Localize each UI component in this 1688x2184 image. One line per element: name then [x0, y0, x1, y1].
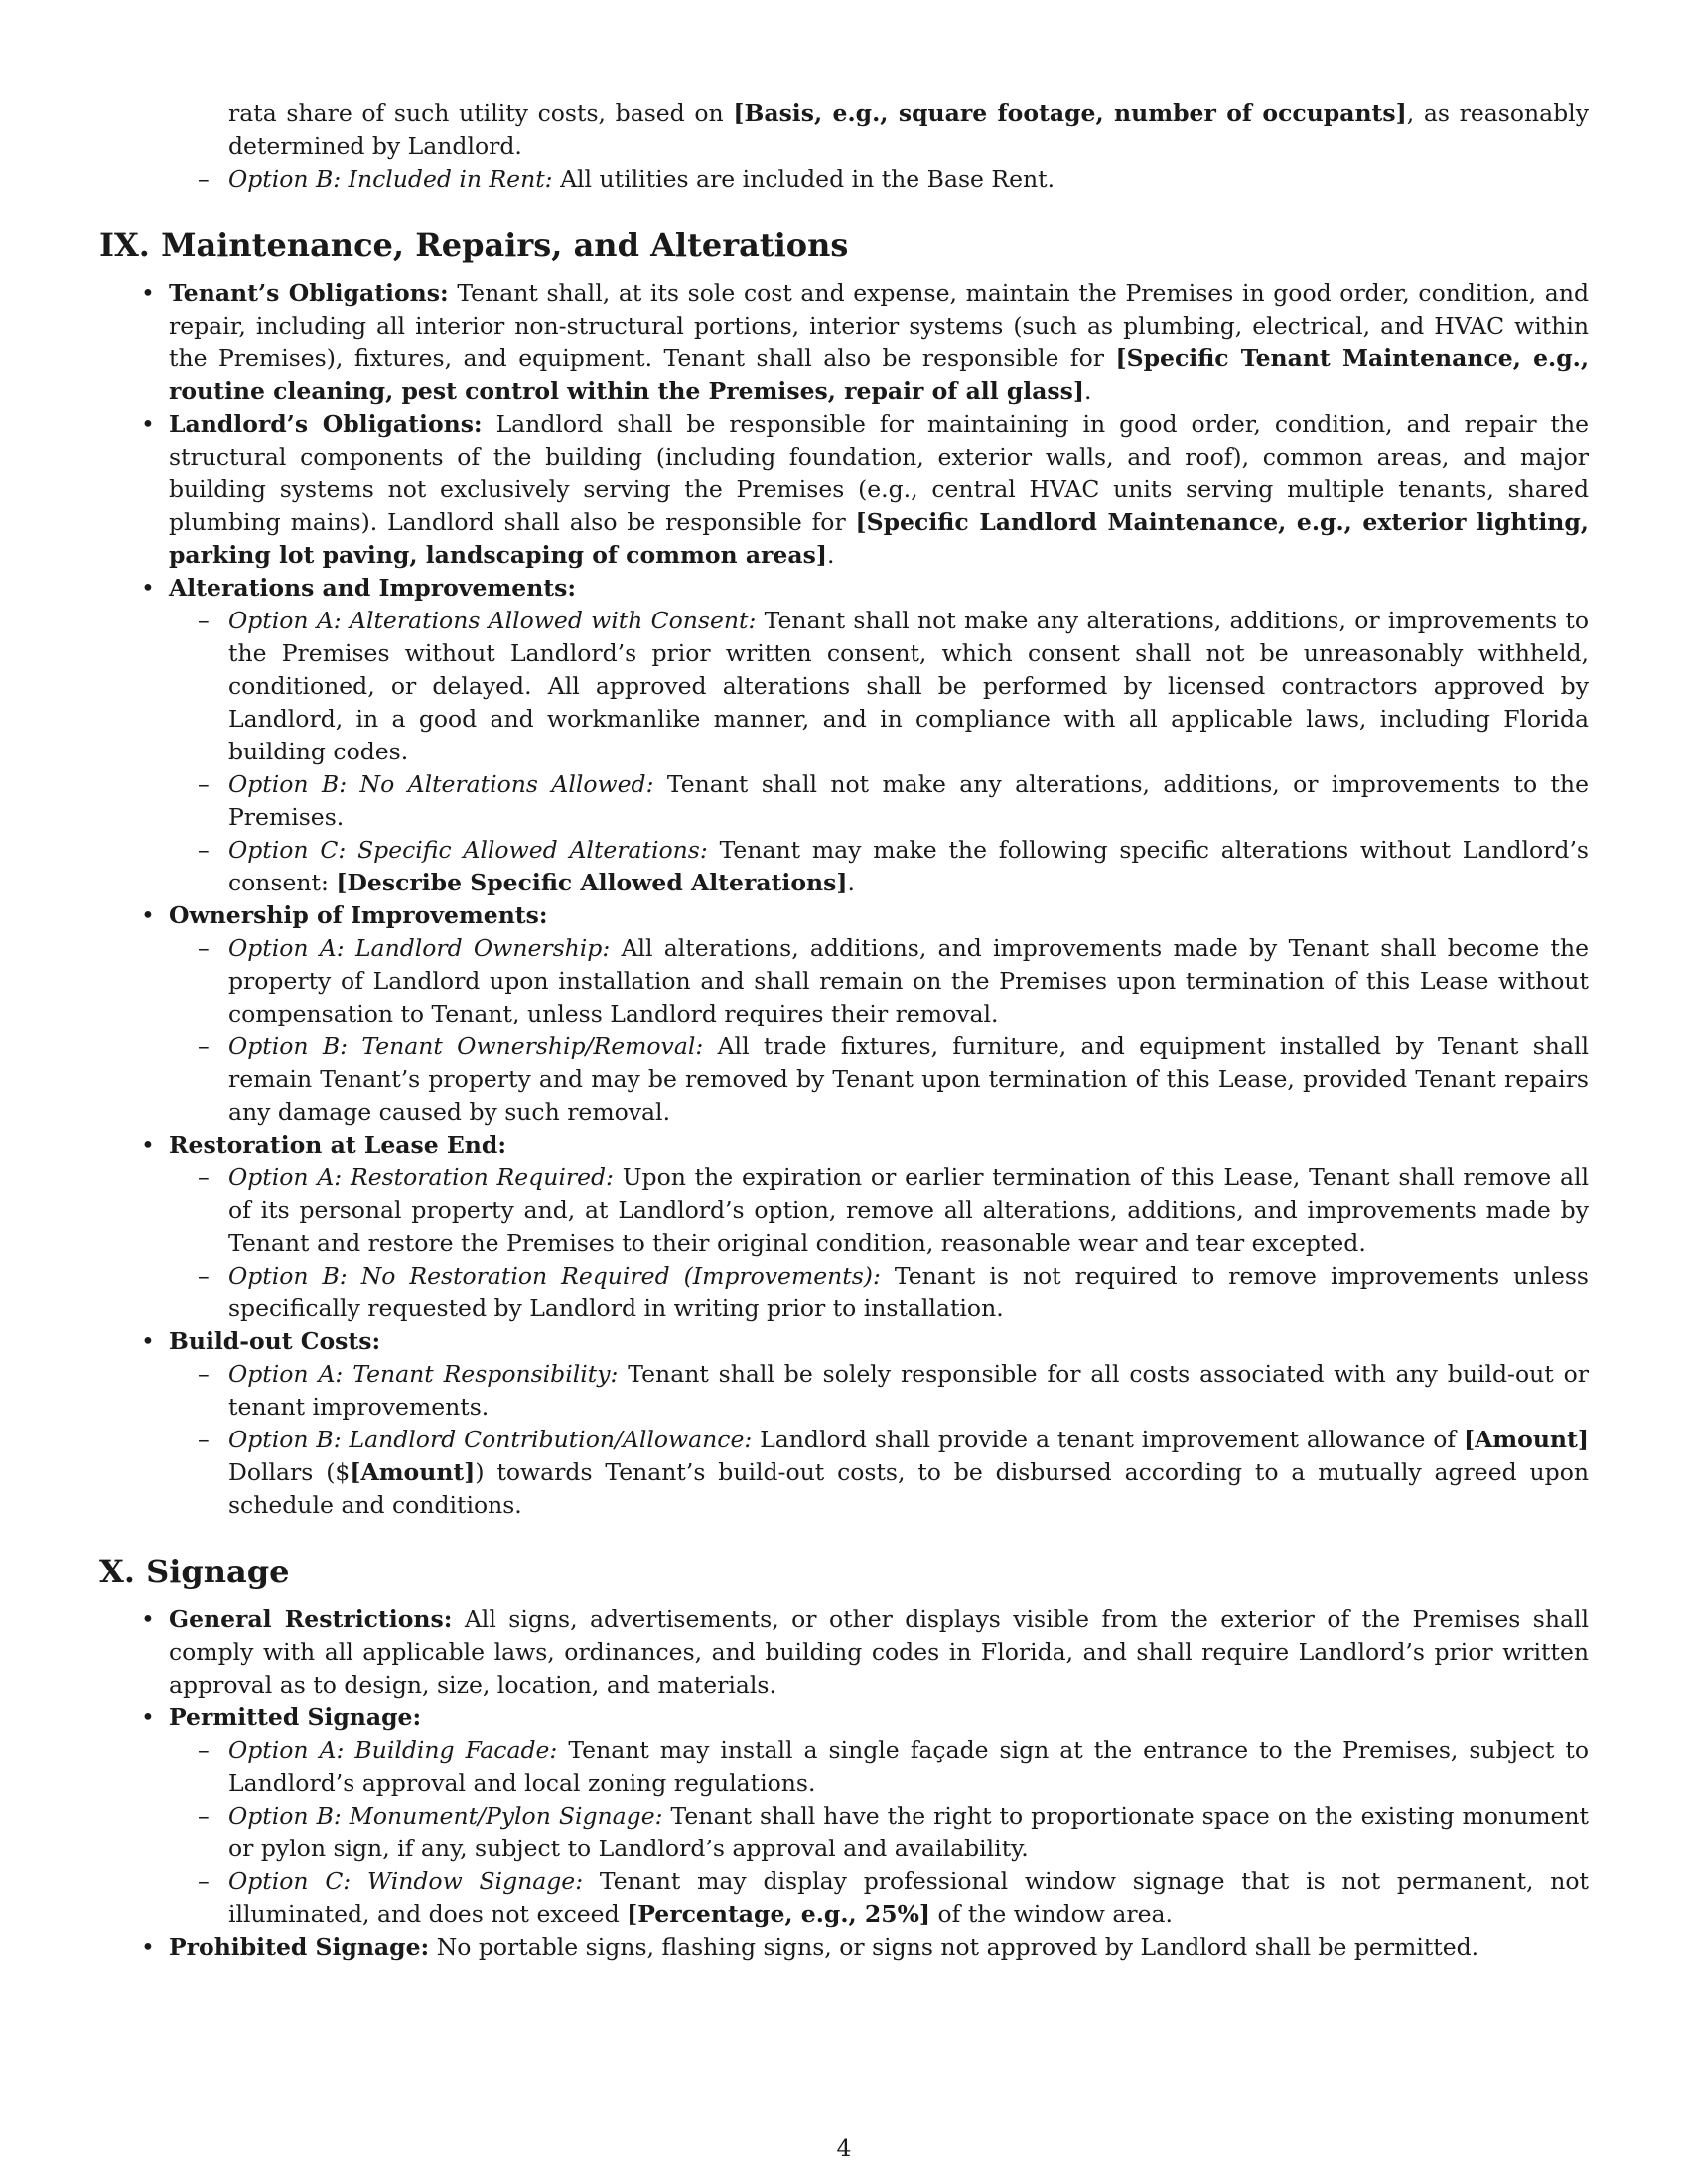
- dash-marker: –: [198, 1163, 210, 1191]
- bullet-marker: •: [141, 1933, 155, 1961]
- bullet-marker: •: [141, 1131, 155, 1159]
- buildout-option-a: – Option A: Tenant Responsibility: Tenant shall be solely responsible for all costs associated with any build-out or tenant improvements.: [198, 1360, 1589, 1421]
- dash-marker: –: [198, 1360, 210, 1388]
- dash-marker: –: [198, 607, 210, 634]
- bullet-marker: •: [141, 410, 155, 438]
- signage-option-b: – Option B: Monument/Pylon Signage: Tenant shall have the right to proportionate space on the existing monument or pylon sign, if any, subject to Landlord’s approval and availability.: [198, 1802, 1590, 1862]
- utility-option-b: – Option B: Included in Rent: All utilities are included in the Base Rent.: [228, 163, 1589, 196]
- ownership-option-b: – Option B: Tenant Ownership/Removal: All trade fixtures, furniture, and equipment installed by Tenant shall remain Tenant’s property and may be removed by Tenant upon termination of this Lease, provided Tenant repairs any damage caused by such removal.: [198, 1032, 1589, 1126]
- permitted-signage-item: • Permitted Signage:: [169, 1702, 1589, 1734]
- dash-marker: –: [198, 1802, 210, 1830]
- page-content: [99, 97, 1589, 1964]
- dash-marker: –: [198, 1867, 210, 1895]
- signage-option-a: – Option A: Building Facade: Tenant may install a single façade sign at the entrance to the Premises, subject to Landlord’s approval and local zoning regulations.: [198, 1736, 1589, 1797]
- utility-continuation: rata share of such utility costs, based on [Basis, e.g., square footage, number of occupants], as reasonably determined by Landlord.: [228, 99, 1589, 160]
- page-number: 4: [836, 2134, 852, 2162]
- dash-marker: –: [198, 1736, 210, 1764]
- alterations-option-a: – Option A: Alterations Allowed with Consent: Tenant shall not make any alterations, additions, or improvements to the Premises without Landlord’s prior written consent, which consent shall not be unreasonably withheld, conditioned, or delayed. All approved alterations shall be performed by licensed contractors approved by Landlord, in a good and workmanlike manner, and in compliance with all applicable laws, including Florida building codes.: [198, 607, 1590, 765]
- buildout-item: • Build-out Costs:: [169, 1325, 1589, 1358]
- alterations-option-c: – Option C: Specific Allowed Alterations: Tenant may make the following specific alterations without Landlord’s consent: [Describe Specific Allowed Alterations].: [198, 836, 1589, 896]
- dash-marker: –: [198, 165, 210, 193]
- restoration-item: • Restoration at Lease End:: [169, 1129, 1589, 1161]
- bullet-marker: •: [141, 1605, 155, 1633]
- dash-marker: –: [198, 934, 210, 962]
- tenant-obligations-item: • Tenant’s Obligations: Tenant shall, at its sole cost and expense, maintain the Premises in good order, condition, and repair, including all interior non-structural portions, interior systems (such as plumbing, electrical, and HVAC within the Premises), fixtures, and equipment. Tenant shall also be responsible for [Specific Tenant Maintenance, e.g., routine cleaning, pest control within the Premises, repair of all glass].: [141, 279, 1589, 405]
- section-ix-heading: IX. Maintenance, Repairs, and Alterations: [99, 226, 849, 264]
- ownership-item: • Ownership of Improvements:: [169, 899, 1589, 932]
- bullet-marker: •: [141, 901, 155, 929]
- buildout-option-b: – Option B: Landlord Contribution/Allowance: Landlord shall provide a tenant improvement allowance of [Amount] Dollars ($[Amount]) towards Tenant’s build-out costs, to be disbursed according to a mutually agreed upon schedule and conditions.: [198, 1426, 1589, 1519]
- restoration-option-b: – Option B: No Restoration Required (Improvements): Tenant is not required to remove improvements unless specifically requested by Landlord in writing prior to installation.: [198, 1262, 1589, 1322]
- dash-marker: –: [198, 1426, 210, 1453]
- ownership-option-a: – Option A: Landlord Ownership: All alterations, additions, and improvements made by Tenant shall become the property of Landlord upon installation and shall remain on the Premises upon termination of this Lease without compensation to Tenant, unless Landlord requires their removal.: [198, 934, 1589, 1027]
- alterations-option-b: – Option B: No Alterations Allowed: Tenant shall not make any alterations, additions, or improvements to the Premises.: [198, 770, 1589, 831]
- general-restrictions-item: • General Restrictions: All signs, advertisements, or other displays visible from the exterior of the Premises shall comply with all applicable laws, ordinances, and building codes in Florida, and shall require Landlord’s prior written approval as to design, size, location, and materials.: [141, 1605, 1590, 1699]
- dash-marker: –: [198, 1262, 210, 1290]
- section-x-heading: X. Signage: [99, 1553, 290, 1590]
- restoration-option-a: – Option A: Restoration Required: Upon the expiration or earlier termination of this Lease, Tenant shall remove all of its personal property and, at Landlord’s option, remove all alterations, additions, and improvements made by Tenant and restore the Premises to their original condition, reasonable wear and tear excepted.: [198, 1163, 1589, 1257]
- bullet-marker: •: [141, 1327, 155, 1355]
- bullet-marker: •: [141, 279, 155, 307]
- dash-marker: –: [198, 1032, 210, 1060]
- landlord-obligations-item: • Landlord’s Obligations: Landlord shall be responsible for maintaining in good order, condition, and repair the structural components of the building (including foundation, exterior walls, and roof), common areas, and major building systems not exclusively serving the Premises (e.g., central HVAC units serving multiple tenants, shared plumbing mains). Landlord shall also be responsible for [Specific Landlord Maintenance, e.g., exterior lighting, parking lot paving, landscaping of common areas].: [141, 410, 1590, 569]
- bullet-marker: •: [141, 1704, 155, 1731]
- signage-option-c: – Option C: Window Signage: Tenant may display professional window signage that is not permanent, not illuminated, and does not exceed [Percentage, e.g., 25%] of the window area.: [198, 1867, 1589, 1928]
- bullet-marker: •: [141, 574, 155, 602]
- prohibited-signage-item: • Prohibited Signage: No portable signs, flashing signs, or signs not approved by Landlord shall be permitted.: [169, 1931, 1589, 1964]
- dash-marker: –: [198, 770, 210, 798]
- alterations-item: • Alterations and Improvements:: [169, 572, 1589, 605]
- dash-marker: –: [198, 836, 210, 864]
